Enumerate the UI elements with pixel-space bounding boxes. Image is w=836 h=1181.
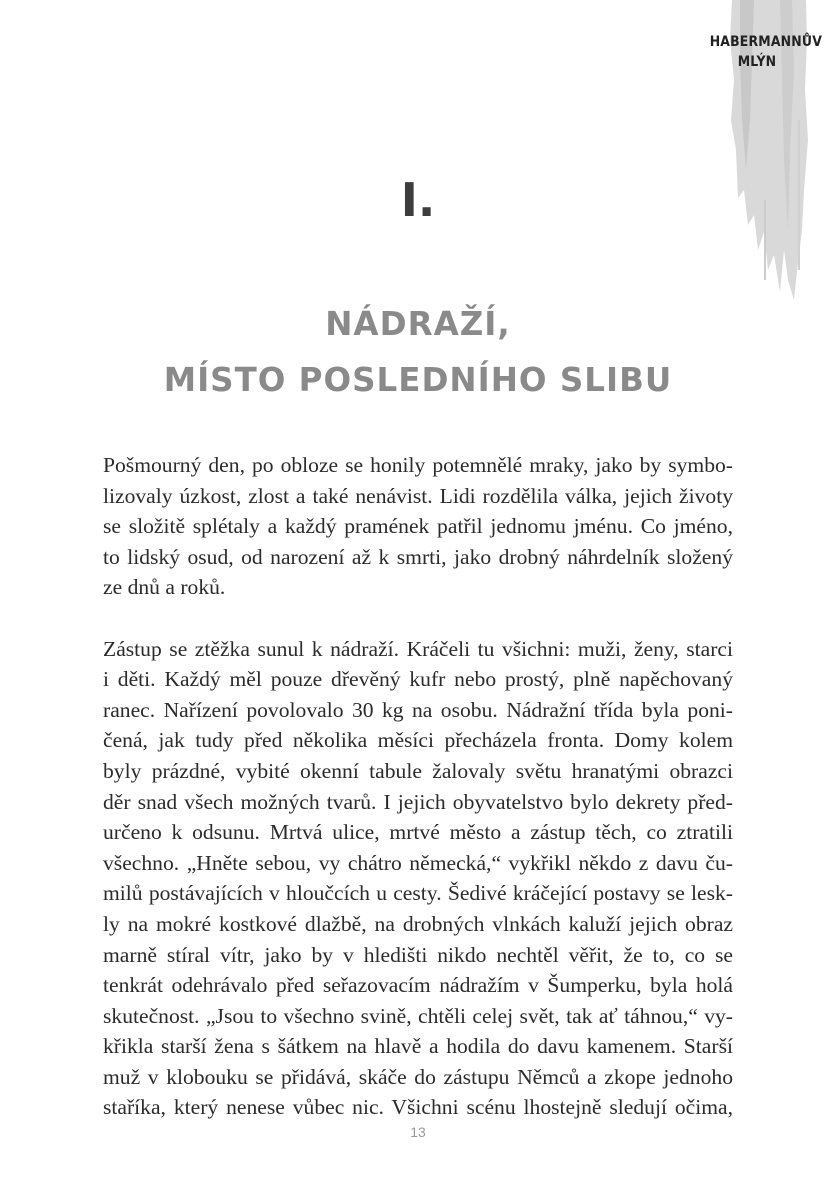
page-number: 13: [410, 1124, 426, 1140]
book-title-brand: [709, 32, 823, 72]
chapter-title: [0, 296, 836, 408]
text-line: skutečnost. „Jsou to všechno svině, chtěli celej svět, tak ať táhnou,“ vy-: [103, 1003, 733, 1028]
text-line: to lidský osud, od narození až k smrti, jako drobný náhrdelník složený: [103, 544, 733, 569]
text-line: tenkrát odehrávalo před seřazovacím nádražím v Šumperku, byla holá: [103, 973, 733, 998]
text-line: čená, jak tudy před několika měsíci přecházela fronta. Domy kolem: [103, 728, 733, 753]
text-line: všechno. „Hněte sebou, vy chátro německá,“ vykřikl někdo z davu ču-: [103, 850, 733, 875]
paragraph-2: [103, 634, 733, 1124]
text-line: marně stíral vítr, jako by v hledišti nikdo nechtěl věřit, že to, co se: [103, 942, 733, 967]
text-line: muž v klobouku se přidává, skáče do zástupu Němců a zkope jednoho: [103, 1064, 733, 1089]
text-line: se složitě splétaly a každý pramének patřil jednomu jménu. Co jméno,: [103, 514, 733, 539]
text-line: milů postávajících v hloučcích u cesty. Šedivé kráčející postavy se lesk-: [103, 881, 733, 906]
paragraph-1: [103, 450, 733, 603]
chapter-title-line-2: MÍSTO POSLEDNÍHO SLIBU: [163, 361, 673, 399]
text-line: děr snad všech možných tvarů. I jejich obyvatelstvo bylo dekrety před-: [103, 789, 733, 814]
chapter-number: I.: [400, 173, 436, 227]
text-line: i děti. Každý měl pouze dřevěný kufr nebo prostý, plně napěchovaný: [103, 667, 733, 692]
text-line: Pošmourný den, po obloze se honily potemnělé mraky, jako by symbo-: [103, 453, 733, 477]
text-line: ranec. Nařízení povolovalo 30 kg na osobu. Nádražní třída byla poni-: [103, 697, 733, 722]
text-line: staříka, který nenese vůbec nic. Všichni scénu lhostejně sledují očima,: [103, 1095, 733, 1120]
body-text: [103, 450, 733, 1123]
brand-line-1: HABERMANNŮV: [709, 34, 823, 50]
chapter-title-line-1: NÁDRAŽÍ,: [325, 305, 511, 343]
text-line: lizovaly úzkost, zlost a také nenávist. Lidi rozdělila válka, jejich životy: [103, 483, 733, 508]
text-line: Zástup se ztěžka sunul k nádraží. Kráčeli tu všichni: muži, ženy, starci: [103, 636, 733, 661]
text-line: určeno k odsunu. Mrtvá ulice, mrtvé město a zástup těch, co ztratili: [103, 820, 733, 845]
brand-line-2: MLÝN: [737, 54, 777, 70]
text-line: ly na mokré kostkové dlažbě, na drobných vlnkách kaluží jejich obraz: [103, 911, 733, 936]
text-line: byly prázdné, vybité okenní tabule žalovaly světu hranatými obrazci: [103, 758, 733, 783]
text-line: křikla starší žena s šátkem na hlavě a hodila do davu kamenem. Starší: [103, 1034, 733, 1059]
text-line: ze dnů a roků.: [103, 575, 226, 600]
